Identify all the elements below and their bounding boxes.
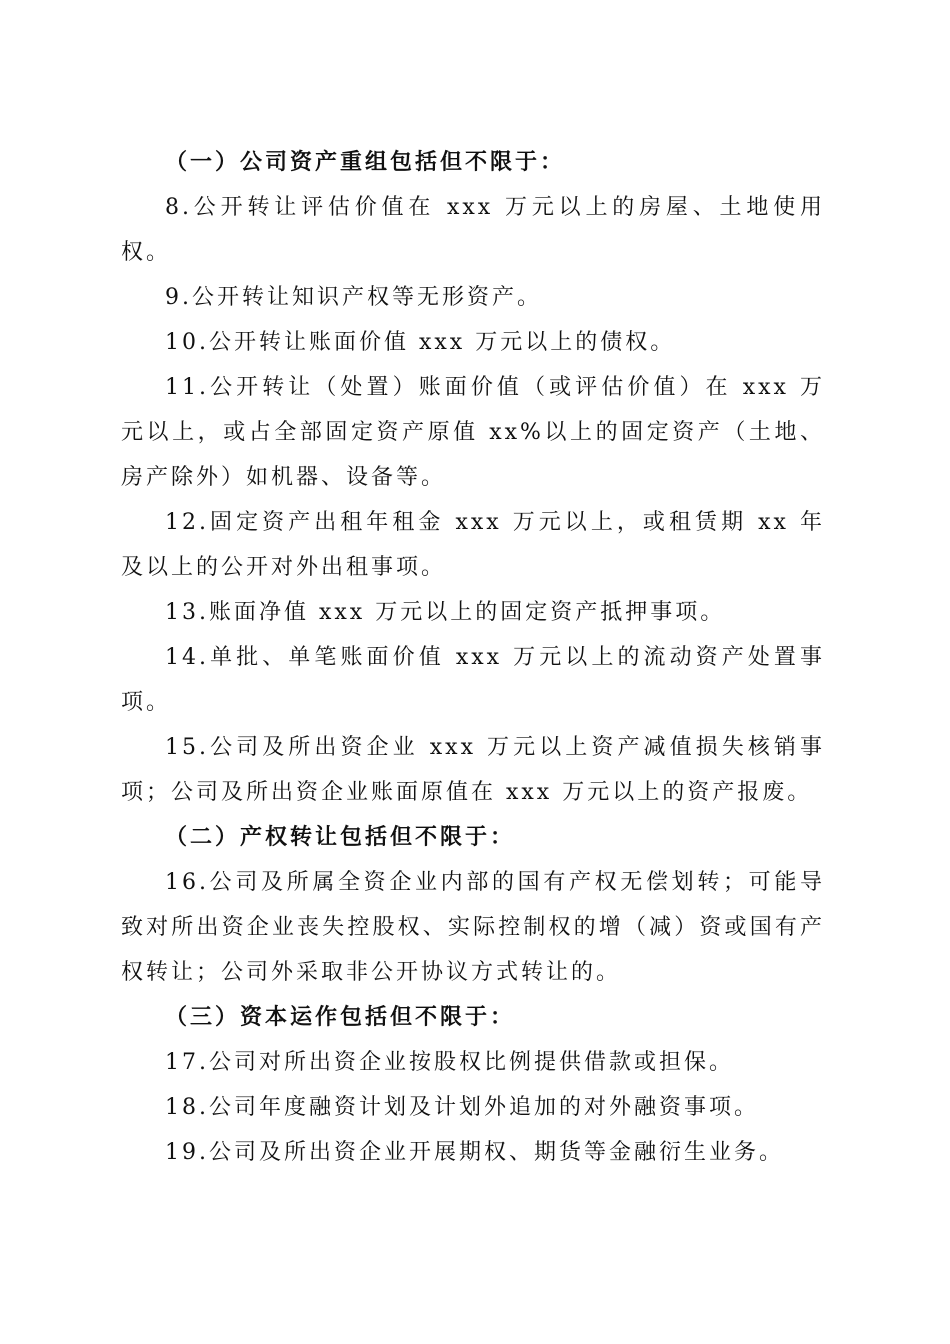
list-item-15: 15.公司及所出资企业 xxx 万元以上资产减值损失核销事项；公司及所出资企业账面原值在 xxx 万元以上的资产报废。 (121, 735, 825, 805)
list-item-16: 16.公司及所属全资企业内部的国有产权无偿划转；可能导致对所出资企业丧失控股权、实际控制权的增（减）资或国有产权转让；公司外采取非公开协议方式转让的。 (121, 870, 825, 985)
list-item-9: 9.公开转让知识产权等无形资产。 (165, 285, 542, 310)
list-item-19: 19.公司及所出资企业开展期权、期货等金融衍生业务。 (165, 1140, 784, 1165)
section-heading-capital-operation: （三）资本运作包括但不限于： (165, 1004, 516, 1030)
list-item-10: 10.公开转让账面价值 xxx 万元以上的债权。 (165, 330, 676, 355)
list-item-14: 14.单批、单笔账面价值 xxx 万元以上的流动资产处置事项。 (121, 645, 825, 715)
list-item-17: 17.公司对所出资企业按股权比例提供借款或担保。 (165, 1050, 734, 1075)
section-heading-equity-transfer: （二）产权转让包括但不限于： (165, 824, 516, 850)
document-body (121, 140, 825, 1175)
list-item-11: 11.公开转让（处置）账面价值（或评估价值）在 xxx 万元以上，或占全部固定资产原值 xx%以上的固定资产（土地、房产除外）如机器、设备等。 (121, 375, 825, 490)
list-item-18: 18.公司年度融资计划及计划外追加的对外融资事项。 (165, 1095, 759, 1120)
list-item-13: 13.账面净值 xxx 万元以上的固定资产抵押事项。 (165, 600, 726, 625)
section-heading-asset-restructuring: （一）公司资产重组包括但不限于： (165, 149, 566, 175)
list-item-8: 8.公开转让评估价值在 xxx 万元以上的房屋、土地使用权。 (121, 195, 825, 265)
list-item-12: 12.固定资产出租年租金 xxx 万元以上，或租赁期 xx 年及以上的公开对外出租事项。 (121, 510, 825, 580)
